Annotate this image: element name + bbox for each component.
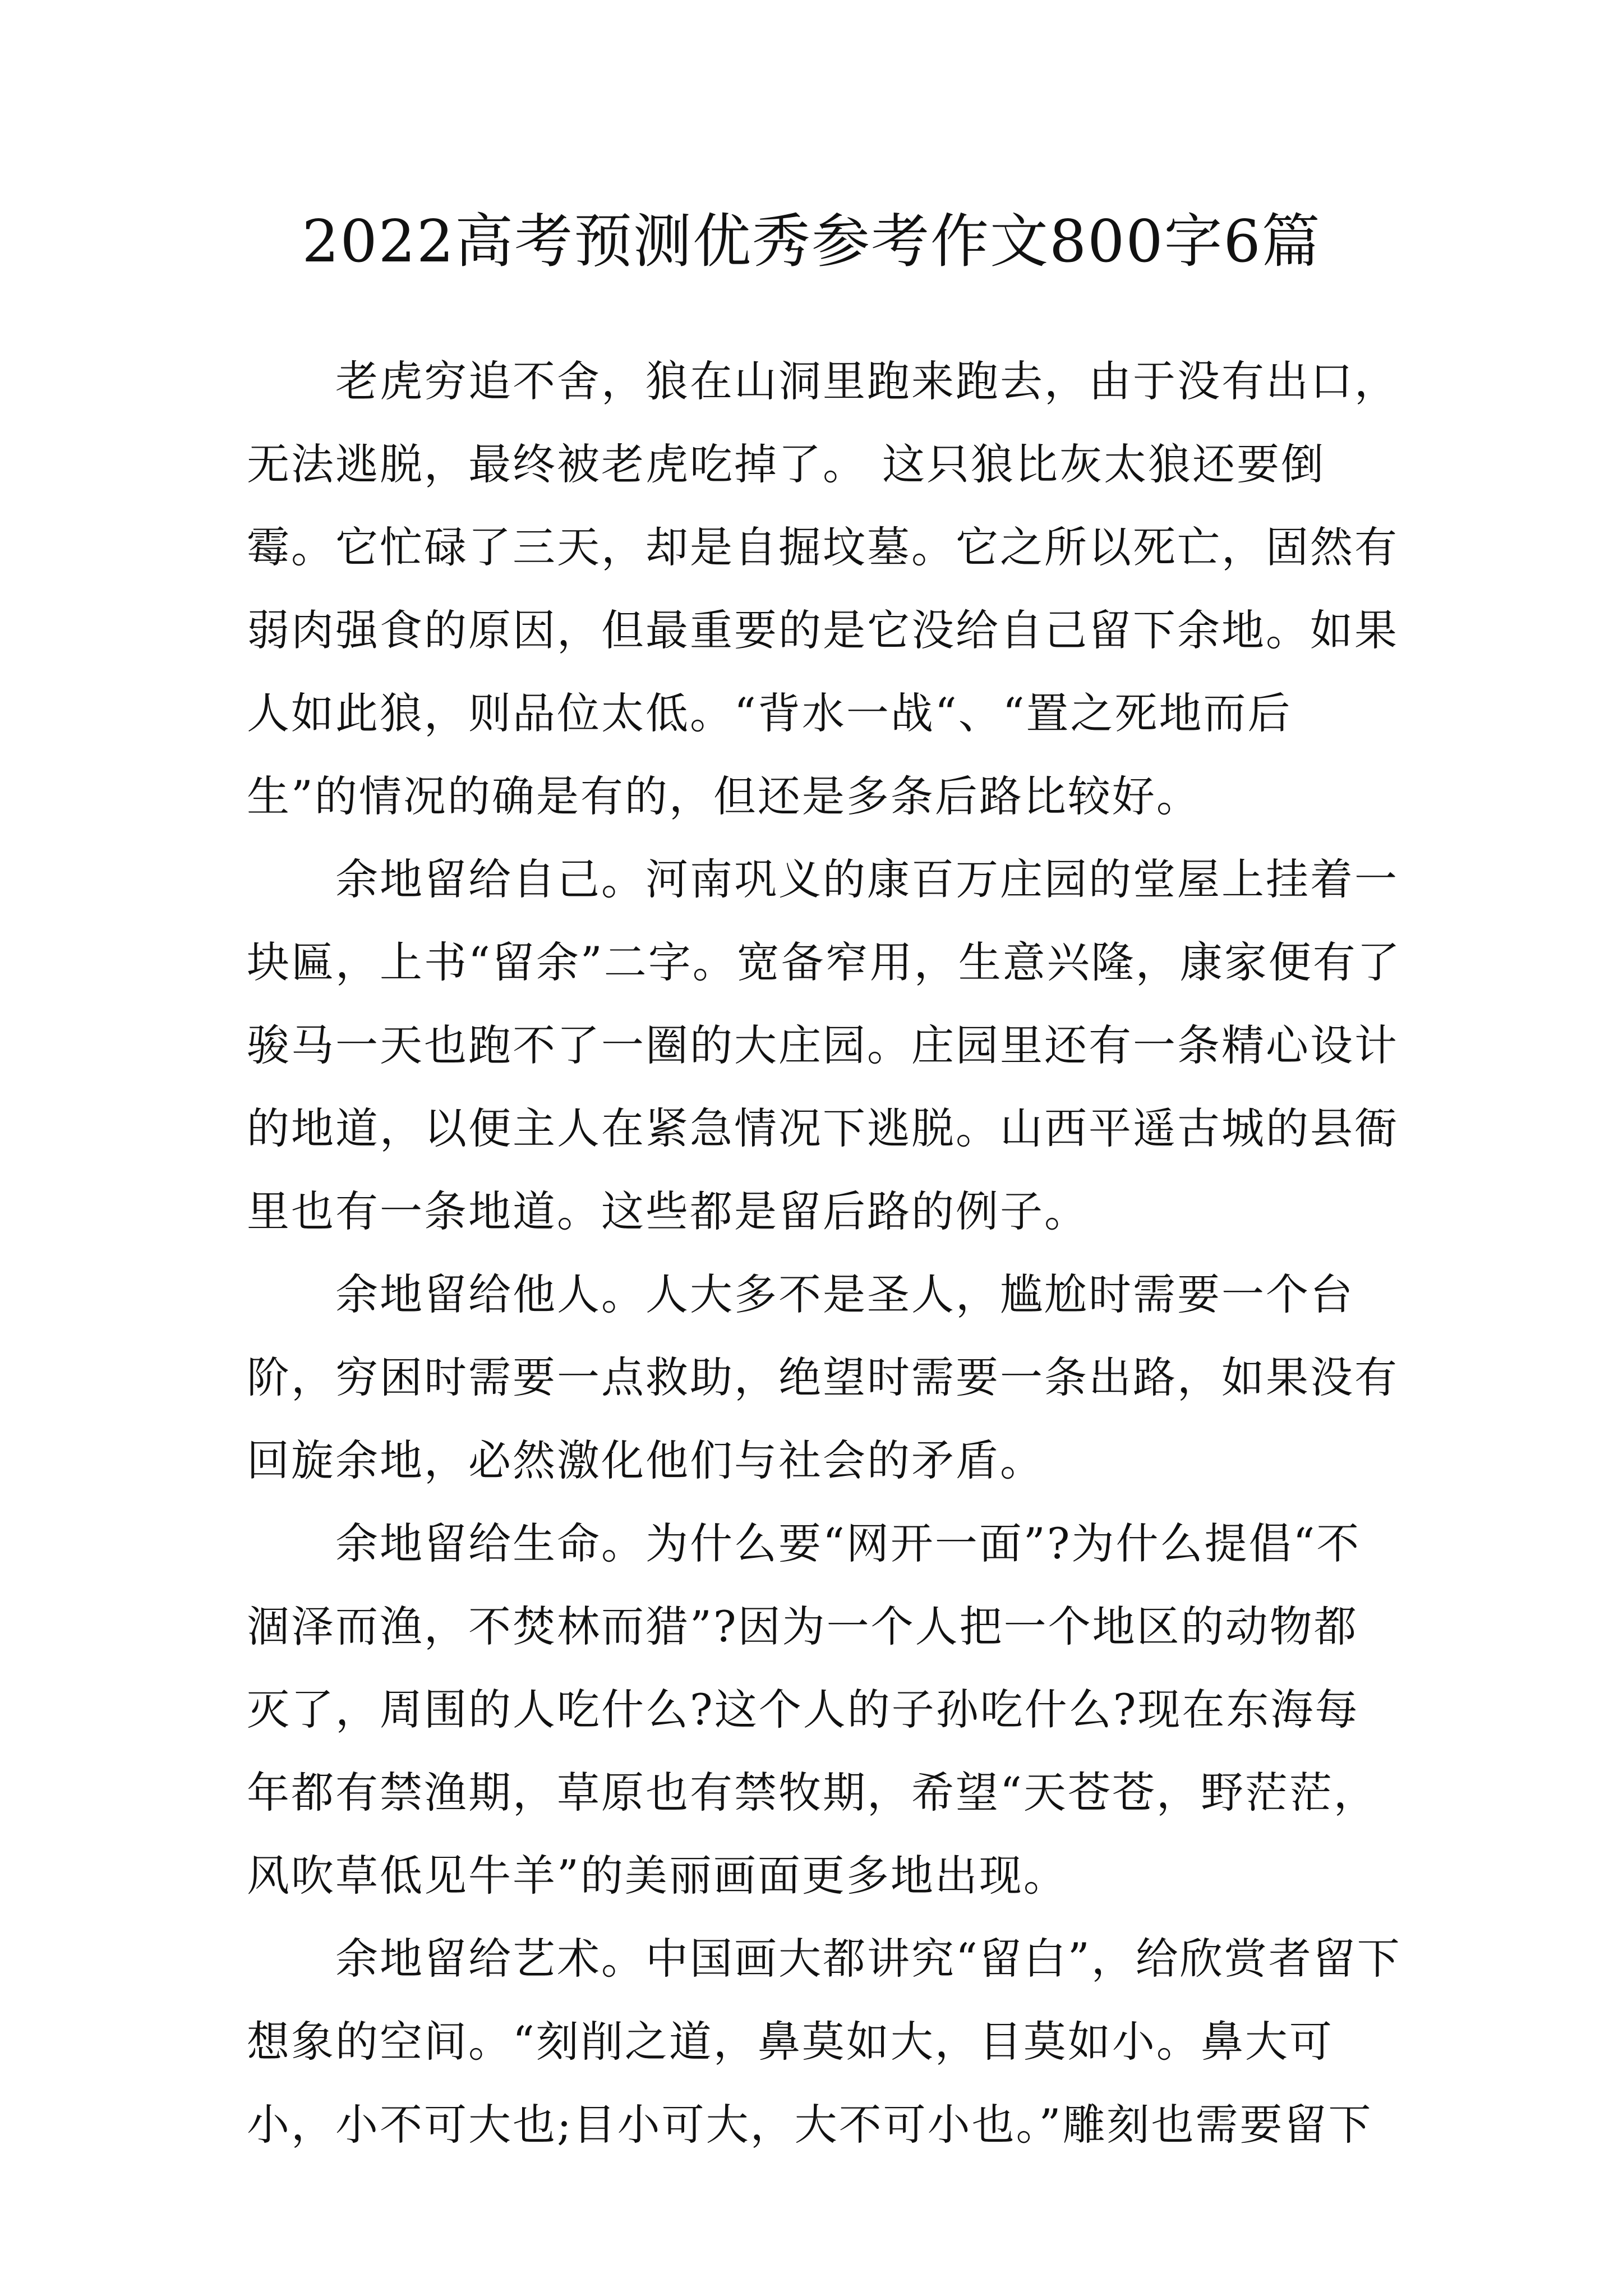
paragraph: 老虎穷追不舍，狼在山洞里跑来跑去，由于没有出口，无法逃脱，最终被老虎吃掉了。 这只狼比灰太狼还要倒霉。它忙碌了三天，却是自掘坟墓。它之所以死亡，固然有弱肉强食的原因，但最重要的是它没给自己留下余地。如果人如此狼，则品位太低。“背水一战“、“置之死地而后生”的情况的确是有的，但还是多条后路比较好。 <box>247 356 1399 821</box>
document-title: 2022高考预测优秀参考作文800字6篇 <box>302 207 1321 275</box>
paragraph: 余地留给自己。河南巩义的康百万庄园的堂屋上挂着一块匾，上书“留余”二字。宽备窄用，生意兴隆，康家便有了骏马一天也跑不了一圈的大庄园。庄园里还有一条精心设计的地道，以便主人在紧急情况下逃脱。山西平遥古城的县衙里也有一条地道。这些都是留后路的例子。 <box>247 854 1401 1236</box>
paragraph: 余地留给艺术。中国画大都讲究“留白”，给欣赏者留下想象的空间。“刻削之道，鼻莫如大，目莫如小。鼻大可小，小不可大也;目小可大，大不可小也。”雕刻也需要留下 <box>247 1934 1401 2150</box>
document-body <box>247 340 1402 2166</box>
paragraph: 余地留给他人。人大多不是圣人，尴尬时需要一个台阶，穷困时需要一点救助，绝望时需要一条出路，如果没有回旋余地，必然激化他们与社会的矛盾。 <box>247 1269 1399 1485</box>
paragraph: 余地留给生命。为什么要“网开一面”?为什么提倡“不涸泽而渔，不焚林而猎”?因为一个人把一个地区的动物都灭了，周围的人吃什么?这个人的子孙吃什么?现在东海每年都有禁渔期，草原也有禁牧期，希望“天苍苍，野茫茫，风吹草低见牛羊”的美丽画面更多地出现。 <box>247 1519 1378 1901</box>
